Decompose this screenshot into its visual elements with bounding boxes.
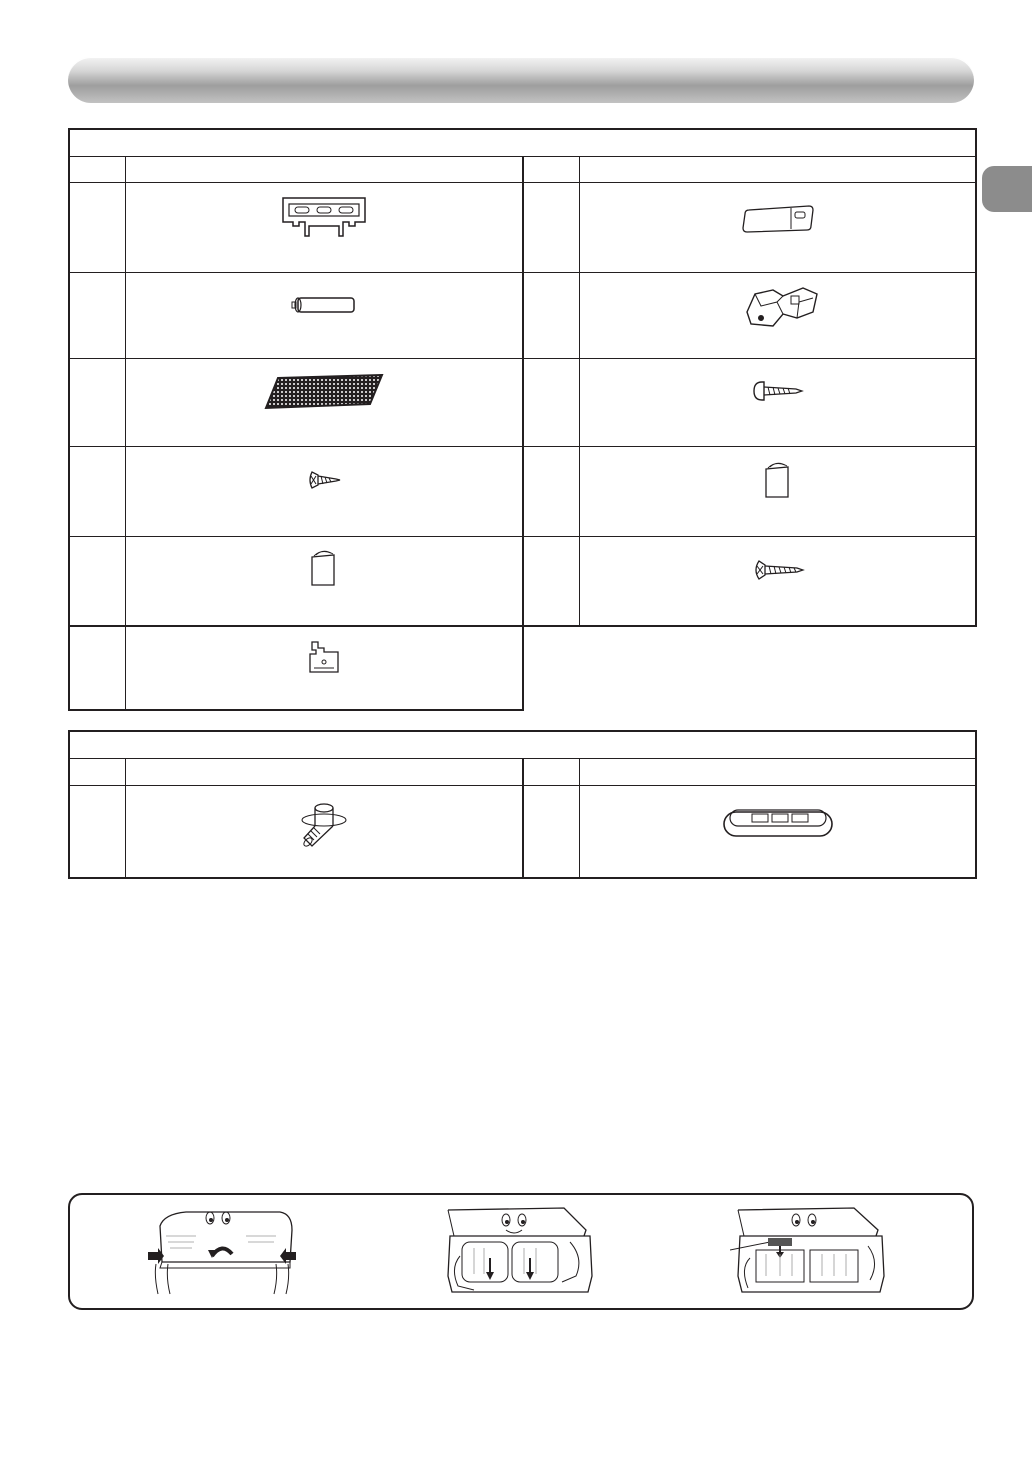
table-col-divider [522,156,524,711]
battery-icon [126,296,522,314]
booklet-icon [126,549,522,587]
section-title-bar [68,57,974,103]
language-side-tab[interactable] [982,166,1032,212]
booklet-icon [580,461,976,499]
small-screw-icon [126,470,522,490]
open-front-panel-icon [146,1206,298,1298]
remove-filters-icon [444,1206,594,1300]
remote-holder-icon [580,284,976,330]
pan-head-screw-icon [580,380,976,402]
wood-screw-icon [580,558,976,582]
remote-control-icon [580,204,976,234]
bracket-icon [126,640,522,674]
drain-cap-icon [580,806,976,842]
attach-filter-icon [730,1206,890,1300]
table-col-divider [522,758,524,879]
drain-elbow-icon [126,800,522,850]
air-filter-icon [126,374,522,412]
mounting-plate-icon [126,196,522,240]
